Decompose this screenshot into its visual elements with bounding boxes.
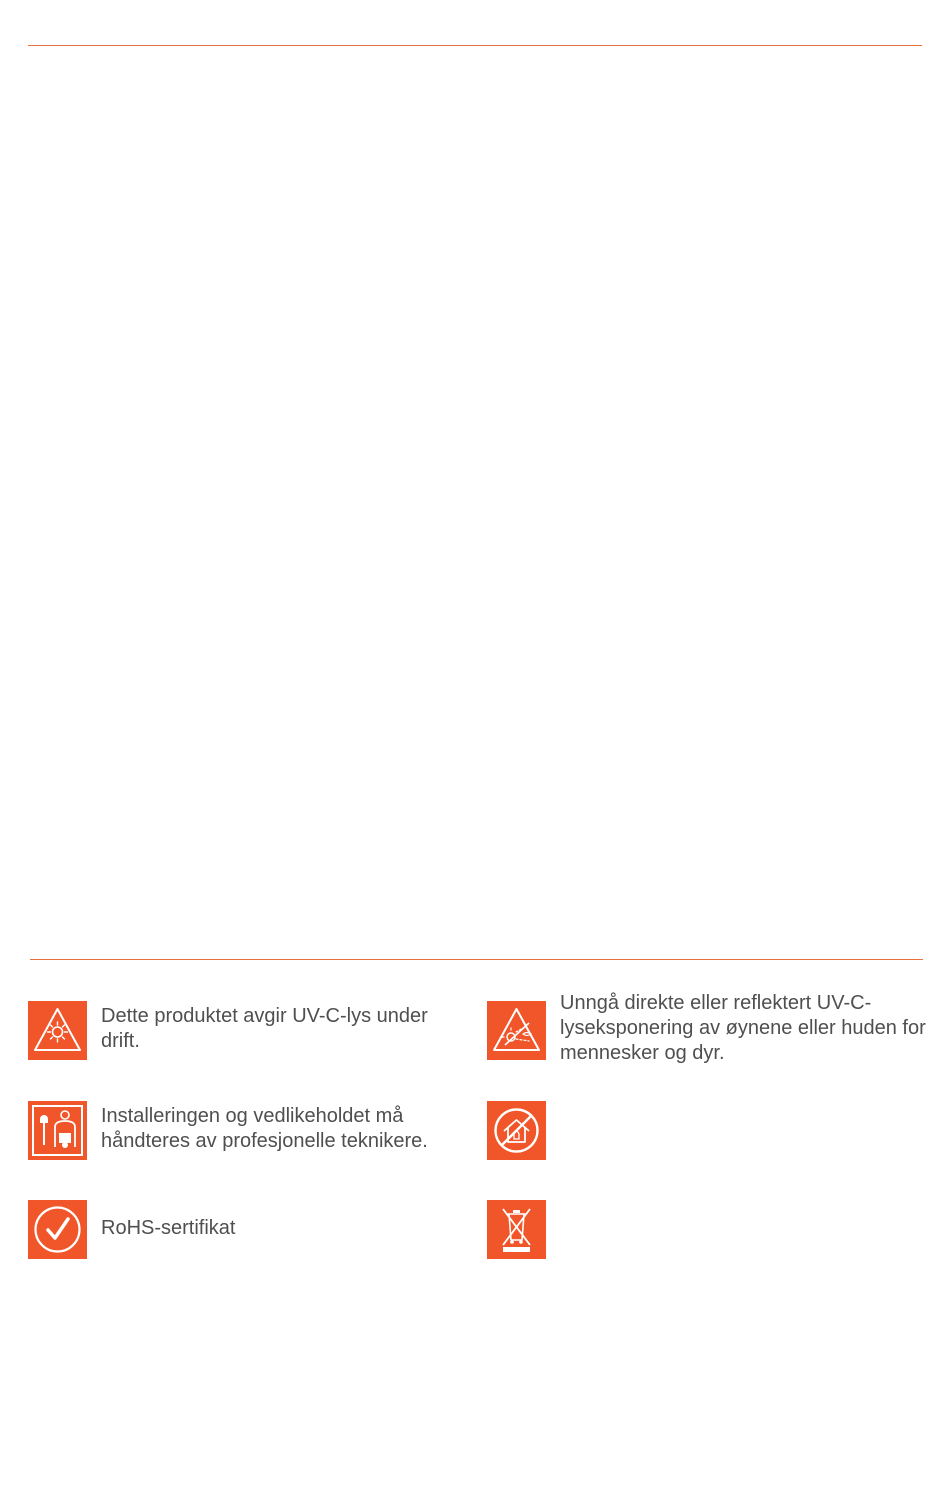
- top-divider: [28, 45, 922, 46]
- avoid-exposure-icon: [487, 1001, 546, 1060]
- section-divider: [30, 959, 923, 960]
- uv-light-warning-text: Dette produktet avgir UV-C-lys under drift.: [101, 1005, 428, 1052]
- professional-technician-text: Installeringen og vedlikeholdet må håndteres av profesjonelle teknikere.: [101, 1105, 428, 1152]
- uv-light-warning-icon: [28, 1001, 87, 1060]
- professional-technician-icon: [28, 1101, 87, 1160]
- no-home-use-icon: [487, 1101, 546, 1160]
- weee-disposal-icon: [487, 1200, 546, 1259]
- rohs-certified-icon: [28, 1200, 87, 1259]
- avoid-exposure-text: Unngå direkte eller reflektert UV-C-lyseksponering av øynene eller huden for mennesker og dyr.: [560, 992, 926, 1064]
- rohs-certified-text: RoHS-sertifikat: [101, 1217, 236, 1239]
